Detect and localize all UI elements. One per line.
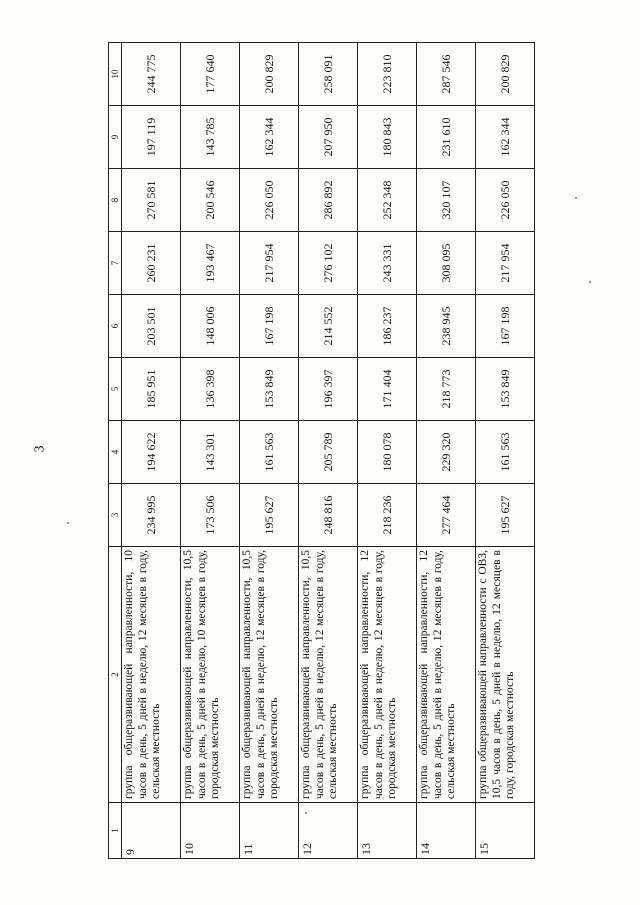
cell-value: 258 091: [299, 43, 358, 106]
cell-value: 260 231: [122, 232, 181, 295]
cell-value: 308 095: [417, 232, 476, 295]
cell-value: 143 301: [181, 421, 240, 484]
column-header: 3: [109, 484, 122, 547]
cell-value: 214 552: [299, 295, 358, 358]
cell-value: 203 501: [122, 295, 181, 358]
row-index: 15: [476, 803, 535, 859]
cell-value: 171 404: [358, 358, 417, 421]
cell-value: 177 640: [181, 43, 240, 106]
row-index: 9: [122, 803, 181, 859]
cell-value: 193 467: [181, 232, 240, 295]
cell-value: 226 050: [476, 169, 535, 232]
cell-value: 226 050: [240, 169, 299, 232]
scan-speck: [589, 281, 591, 283]
cell-value: 148 006: [181, 295, 240, 358]
cell-value: 195 627: [240, 484, 299, 547]
cell-value: 277 464: [417, 484, 476, 547]
row-description: группа общеразвивающей направленности, 10 часов в день, 5 дней в неделю, 12 месяцев в году, сельская местность: [122, 547, 181, 803]
cell-value: 243 331: [358, 232, 417, 295]
cell-value: 167 198: [476, 295, 535, 358]
cell-value: 229 320: [417, 421, 476, 484]
scan-speck: [575, 197, 577, 199]
cell-value: 185 951: [122, 358, 181, 421]
header-row: [109, 43, 122, 859]
cell-value: 286 892: [299, 169, 358, 232]
row-index: 13: [358, 803, 417, 859]
table-row: [240, 43, 299, 859]
cell-value: 276 102: [299, 232, 358, 295]
table-row: [181, 43, 240, 859]
table-row: [358, 43, 417, 859]
cell-value: 287 546: [417, 43, 476, 106]
cell-value: 167 198: [240, 295, 299, 358]
cell-value: 270 581: [122, 169, 181, 232]
table-row: [299, 43, 358, 859]
column-header: 4: [109, 421, 122, 484]
cell-value: 248 816: [299, 484, 358, 547]
cell-value: 196 397: [299, 358, 358, 421]
cell-value: 161 563: [240, 421, 299, 484]
cell-value: 231 610: [417, 106, 476, 169]
cell-value: 218 773: [417, 358, 476, 421]
cell-value: 153 849: [240, 358, 299, 421]
row-description: группа общеразвивающей направленности, 10,5 часов в день, 5 дней в неделю, 10 месяцев в году, городская местность: [181, 547, 240, 803]
column-header: 5: [109, 358, 122, 421]
column-header: 9: [109, 106, 122, 169]
column-header: 2: [109, 547, 122, 803]
cell-value: 200 829: [476, 43, 535, 106]
cell-value: 234 995: [122, 484, 181, 547]
cell-value: 238 945: [417, 295, 476, 358]
column-header: 8: [109, 169, 122, 232]
column-header: 10: [109, 43, 122, 106]
cell-value: 207 950: [299, 106, 358, 169]
cell-value: 200 829: [240, 43, 299, 106]
cell-value: 320 107: [417, 169, 476, 232]
row-index: 14: [417, 803, 476, 859]
cell-value: 180 078: [358, 421, 417, 484]
cell-value: 173 506: [181, 484, 240, 547]
table-row: [476, 43, 535, 859]
page-number: 3: [32, 445, 48, 453]
cell-value: 197 119: [122, 106, 181, 169]
cell-value: 162 344: [476, 106, 535, 169]
column-header: 6: [109, 295, 122, 358]
cell-value: 223 810: [358, 43, 417, 106]
cell-value: 217 954: [240, 232, 299, 295]
row-description: группа общеразвивающей направленности с ОВЗ, 10,5 часов в день, 5 дней в неделю, 12 месяцев в году, городская местность: [476, 547, 535, 803]
cell-value: 136 398: [181, 358, 240, 421]
cell-value: 195 627: [476, 484, 535, 547]
scan-speck: [67, 522, 69, 524]
cell-value: 180 843: [358, 106, 417, 169]
cell-value: 186 237: [358, 295, 417, 358]
column-header: 7: [109, 232, 122, 295]
row-description: группа общеразвивающей направленности, 10,5 часов в день, 5 дней в неделю, 12 месяцев в году, сельская местность: [299, 547, 358, 803]
cell-value: 153 849: [476, 358, 535, 421]
cell-value: 200 546: [181, 169, 240, 232]
row-index: 10: [181, 803, 240, 859]
cost-table: [108, 42, 535, 859]
cell-value: 194 622: [122, 421, 181, 484]
row-index: 11: [240, 803, 299, 859]
rotated-table-container: [108, 43, 518, 859]
table-row: [122, 43, 181, 859]
row-description: группа общеразвивающей направленности, 12 часов в день, 5 дней в неделю, 12 месяцев в году, сельская местность: [417, 547, 476, 803]
cell-value: 162 344: [240, 106, 299, 169]
row-description: группа общеразвивающей направленности, 12 часов в день, 5 дней в неделю, 12 месяцев в году, городская местность: [358, 547, 417, 803]
column-header: 1: [109, 803, 122, 859]
cell-value: 217 954: [476, 232, 535, 295]
row-index: 12: [299, 803, 358, 859]
cell-value: 161 563: [476, 421, 535, 484]
cell-value: 205 789: [299, 421, 358, 484]
row-description: группа общеразвивающей направленности, 10,5 часов в день, 5 дней в неделю, 12 месяцев в году, городская местность: [240, 547, 299, 803]
cell-value: 143 785: [181, 106, 240, 169]
table-row: [417, 43, 476, 859]
cell-value: 244 775: [122, 43, 181, 106]
cell-value: 252 348: [358, 169, 417, 232]
cell-value: 218 236: [358, 484, 417, 547]
